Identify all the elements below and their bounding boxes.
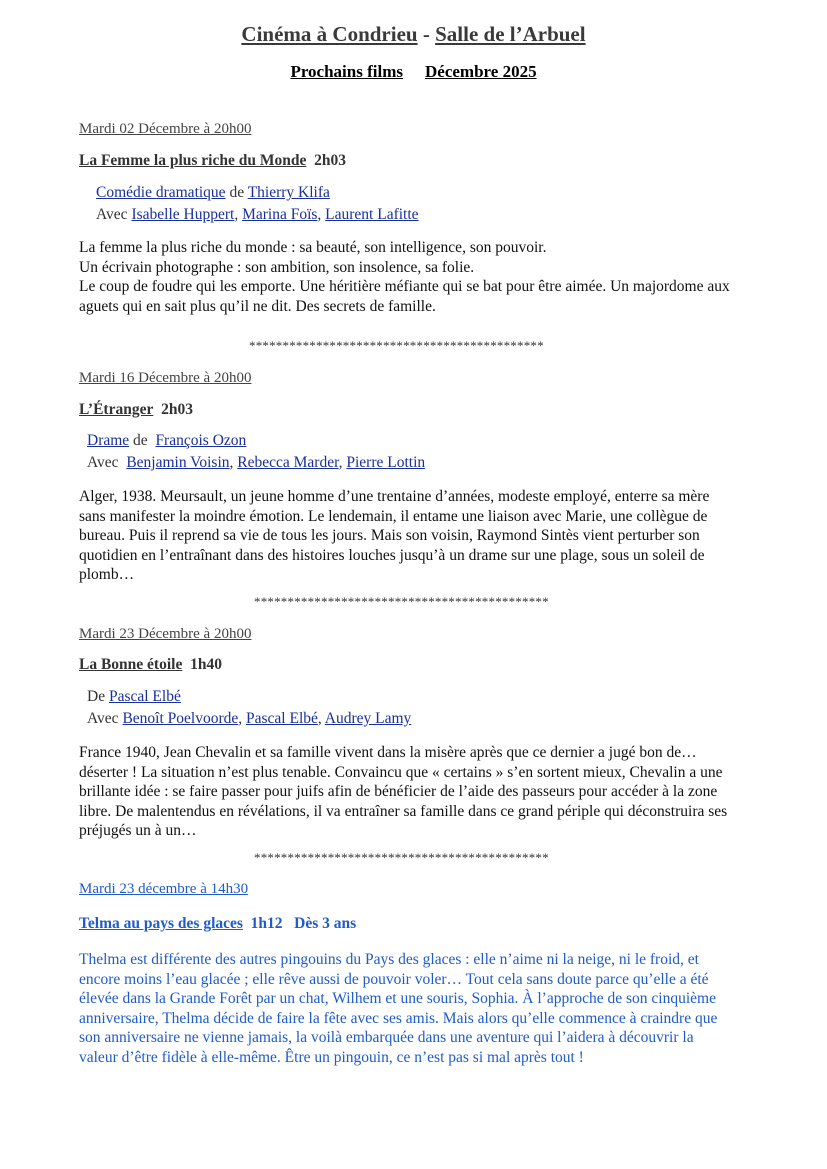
film-4-synopsis	[79, 950, 784, 1068]
film-1-avec-label: Avec	[96, 206, 128, 223]
synopsis-line: bureau. Puis il reprend sa vie de tous les jours. Mais son voisin, Raymond Sintès vient perturber son	[79, 527, 700, 545]
synopsis-line: plomb…	[79, 566, 135, 584]
synopsis-line: son anniversaire ne vienne jamais, la voilà embarquée dans une aventure qui l’aidera à découvrir la	[79, 1029, 694, 1047]
film-3-credits	[87, 688, 181, 706]
film-2-title: L’Étranger	[79, 401, 154, 418]
upcoming-label: Prochains films	[290, 62, 403, 81]
film-1-de-label: de	[229, 184, 245, 201]
film-2-avec-label: Avec	[87, 454, 119, 471]
synopsis-line: préjugés un à un…	[79, 822, 197, 840]
film-2-de-label: de	[133, 432, 148, 449]
film-3-cast-link[interactable]: Audrey Lamy	[324, 710, 412, 727]
synopsis-line: valeur d’être fidèle à elle-même. Être un pingouin, ce n’est pas si mal après tout !	[79, 1048, 584, 1066]
synopsis-line: déserter ! La situation n’est plus tenable. Convaincu que « certains » s’en sortent mieux, Chevalin a une	[79, 763, 723, 781]
film-3-cast-link[interactable]: Benoît Poelvoorde	[122, 710, 239, 727]
synopsis-line: encore moins l’eau glacée ; elle rêve aussi de pouvoir voler… Tout cela sans doute parce qu’elle a été	[79, 970, 709, 988]
film-1-credits	[96, 184, 330, 202]
film-4-duration: 1h12	[250, 915, 283, 932]
synopsis-line: Thelma est différente des autres pingouins du Pays des glaces : elle n’aime ni la neige, ni le froid, et	[79, 951, 699, 968]
film-2-director-link[interactable]: François Ozon	[155, 432, 247, 449]
film-3-avec-label: Avec	[87, 710, 119, 727]
page-subtitle	[0, 62, 827, 82]
film-3-title: La Bonne étoile	[79, 656, 183, 673]
film-3-duration: 1h40	[190, 656, 222, 673]
film-3-synopsis	[79, 743, 784, 841]
separator: ********************************************	[254, 594, 549, 609]
film-1-cast-link[interactable]: Isabelle Huppert	[131, 206, 235, 223]
synopsis-line: sans manifester la moindre émotion. Le lendemain, il entame une liaison avec Marie, une collègue de	[79, 507, 708, 525]
film-1-heading	[79, 152, 346, 170]
synopsis-line: anniversaire, Thelma décide de faire la fête avec ses amis. Mais alors qu’elle commence à craindre que	[79, 1009, 718, 1027]
cinema-name: Cinéma à Condrieu	[241, 22, 418, 46]
synopsis-line: quotidien en l’entraînant dans des histoires louches jusqu’à un drame sur une plage, sous un soleil de	[79, 546, 705, 564]
film-1-duration: 2h03	[314, 152, 346, 169]
film-1-date: Mardi 02 Décembre à 20h00	[79, 121, 252, 137]
title-dash: -	[417, 22, 436, 46]
film-3-cast-link[interactable]: Pascal Elbé	[246, 710, 318, 727]
synopsis-line: libre. De malentendus en révélations, il va entraîner sa famille dans ce grand périple qui déconstruira ses	[79, 802, 728, 820]
page-title	[0, 22, 827, 47]
film-2-heading	[79, 401, 193, 419]
film-3-cast: Avec Benoît Poelvoorde, Pascal Elbé, Audrey Lamy	[87, 710, 412, 727]
film-2-synopsis	[79, 487, 784, 585]
film-2-cast-link[interactable]: Benjamin Voisin	[126, 454, 230, 471]
film-2-duration: 2h03	[161, 401, 193, 418]
synopsis-line: France 1940, Jean Chevalin et sa famille vivent dans la misère après que ce dernier a jugé bon de…	[79, 744, 697, 761]
separator: ********************************************	[249, 338, 544, 353]
film-3-director-link[interactable]: Pascal Elbé	[108, 688, 181, 705]
film-1-director-link[interactable]: Thierry Klifa	[247, 184, 330, 201]
synopsis-line: Un écrivain photographe : son ambition, son insolence, sa folie.	[79, 258, 475, 276]
film-2-cast: Avec Benjamin Voisin, Rebecca Marder, Pierre Lottin	[87, 454, 426, 471]
film-4-title: Telma au pays des glaces	[79, 915, 243, 932]
film-2-credits	[87, 432, 246, 450]
synopsis-line: Le coup de foudre qui les emporte. Une héritière méfiante qui se bat pour être aimée. Un majordome aux	[79, 278, 730, 296]
film-1-cast: Avec Isabelle Huppert, Marina Foïs, Laurent Lafitte	[96, 206, 419, 223]
synopsis-line: élevée dans la Grande Forêt par un chat, Wilhem et une souris, Sophia. À l’approche de son cinquième	[79, 990, 716, 1008]
film-4-heading	[79, 915, 356, 933]
synopsis-line: Alger, 1938. Meursault, un jeune homme d’une trentaine d’années, modeste employé, enterre sa mère	[79, 488, 710, 505]
film-4-age: Dès 3 ans	[294, 915, 357, 932]
film-2-genre-link[interactable]: Drame	[87, 432, 130, 449]
synopsis-line: brillante idée : se faire passer pour juifs afin de bénéficier de l’aide des passeurs pour accéder à la zone	[79, 783, 718, 801]
film-1-genre-link[interactable]: Comédie dramatique	[96, 184, 226, 201]
month-label: Décembre 2025	[425, 62, 537, 81]
film-3-de-label: De	[87, 688, 106, 705]
film-4-date: Mardi 23 décembre à 14h30	[79, 881, 249, 897]
separator: ********************************************	[254, 850, 549, 865]
film-1-cast-link[interactable]: Laurent Lafitte	[325, 206, 419, 223]
film-1-synopsis	[79, 238, 784, 316]
film-1-title: La Femme la plus riche du Monde	[79, 152, 307, 169]
film-2-cast-link[interactable]: Rebecca Marder	[237, 454, 339, 471]
film-3-date: Mardi 23 Décembre à 20h00	[79, 626, 252, 642]
film-3-heading	[79, 656, 222, 674]
film-2-cast-link[interactable]: Pierre Lottin	[346, 454, 426, 471]
film-2-date: Mardi 16 Décembre à 20h00	[79, 370, 252, 386]
film-1-cast-link[interactable]: Marina Foïs	[242, 206, 318, 223]
synopsis-line: La femme la plus riche du monde : sa beauté, son intelligence, son pouvoir.	[79, 239, 547, 256]
hall-name: Salle de l’Arbuel	[435, 22, 586, 46]
synopsis-line: aguets qui en sait plus qu’il ne dit. Des secrets de famille.	[79, 297, 436, 315]
